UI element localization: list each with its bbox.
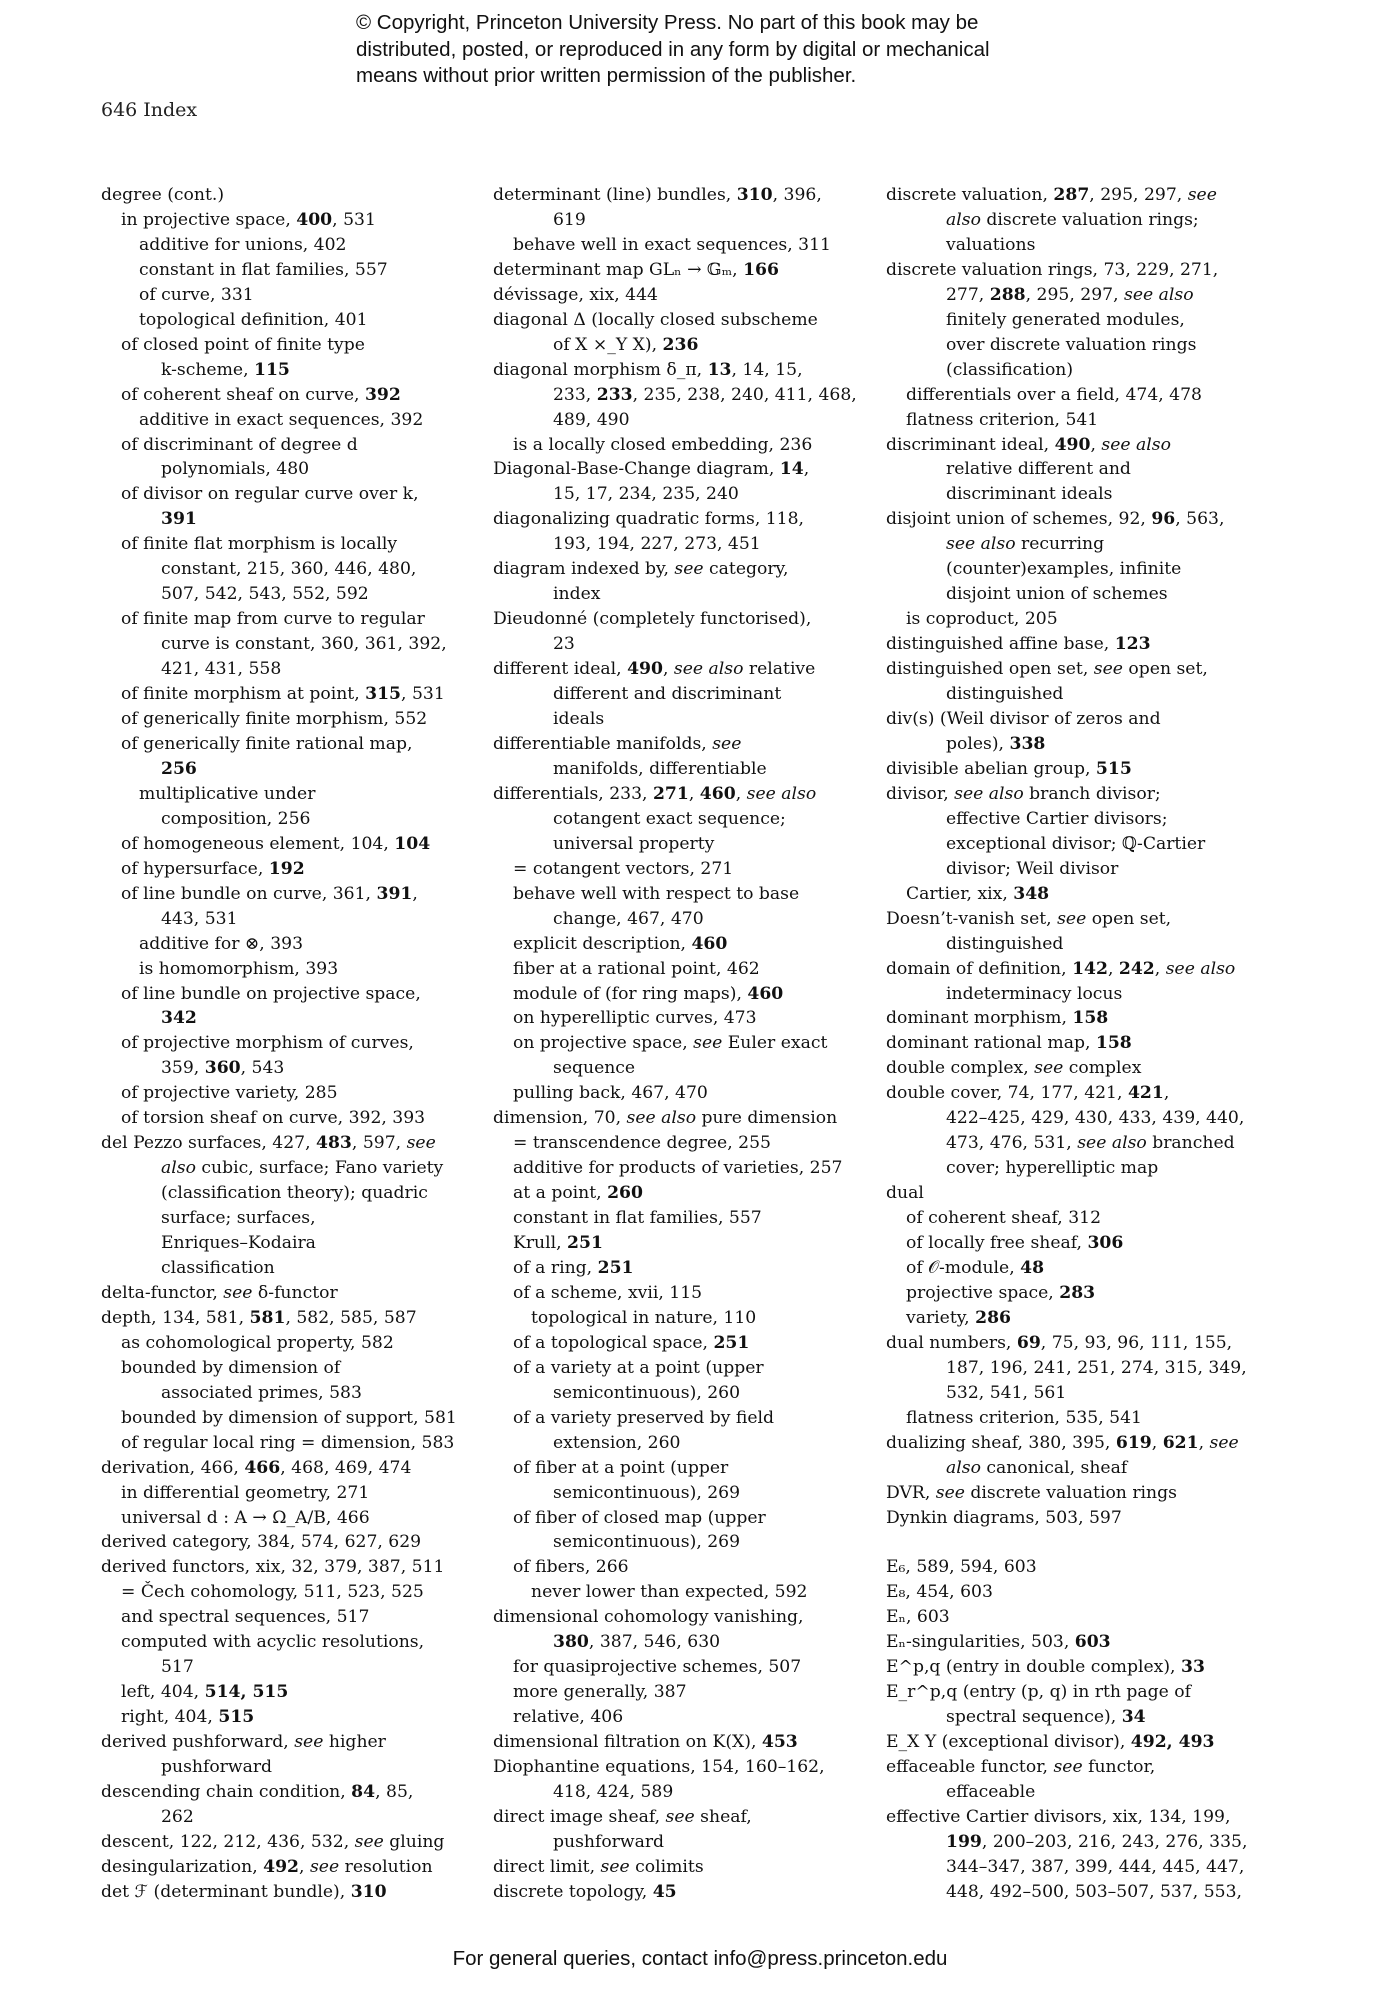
index-subentry: universal d : A → Ω_A/B, 466 [121,1507,370,1528]
index-entry-continuation: extension, 260 [553,1432,681,1453]
index-subentry: bounded by dimension of support, 581 [121,1407,457,1428]
index-entry-continuation: universal property [553,833,715,854]
index-subentry: is a locally closed embedding, 236 [513,434,813,455]
index-entry-continuation: also canonical, sheaf [946,1457,1128,1478]
index-entry: Dieudonné (completely functorised), [493,609,812,630]
index-subentry: of coherent sheaf, 312 [906,1208,1102,1229]
index-entry-continuation: distinguished [946,933,1064,954]
index-subentry: at a point, 260 [513,1183,643,1204]
index-subentry: of generically finite morphism, 552 [121,709,428,730]
index-entry-continuation: 15, 17, 234, 235, 240 [553,484,739,505]
index-entry: dual numbers, 69, 75, 93, 96, 111, 155, [886,1332,1233,1353]
index-entry-continuation: semicontinuous), 260 [553,1382,741,1403]
index-entry: del Pezzo surfaces, 427, 483, 597, see [101,1133,436,1154]
index-subentry: and spectral sequences, 517 [121,1607,370,1628]
index-column-1 [101,183,461,1905]
index-subentry: pulling back, 467, 470 [513,1083,708,1104]
index-entry: effaceable functor, see functor, [886,1757,1156,1778]
index-entry: distinguished open set, see open set, [886,659,1208,680]
index-entry: delta-functor, see δ-functor [101,1282,338,1303]
index-entry: E^p,q (entry in double complex), 33 [886,1657,1205,1678]
index-entry: descent, 122, 212, 436, 532, see gluing [101,1831,445,1852]
index-subentry: differentials over a field, 474, 478 [906,384,1202,405]
index-entry: differentiable manifolds, see [493,733,742,754]
index-entry-continuation: (counter)examples, infinite [946,559,1182,580]
index-entry-continuation: cotangent exact sequence; [553,808,786,829]
index-entry: div(s) (Weil divisor of zeros and [886,709,1161,730]
index-subentry: constant in flat families, 557 [139,259,388,280]
index-entry: Eₙ, 603 [886,1607,950,1628]
index-entry-continuation: disjoint union of schemes [946,584,1168,605]
index-subentry: of line bundle on curve, 361, 391, [121,883,418,904]
index-subentry: topological definition, 401 [139,309,368,330]
index-entry-continuation: 473, 476, 531, see also branched [946,1133,1235,1154]
index-subentry: is coproduct, 205 [906,609,1058,630]
index-entry-continuation: see also recurring [946,534,1105,555]
index-subentry: relative, 406 [513,1707,624,1728]
index-subentry: of finite map from curve to regular [121,609,425,630]
index-subentry: of hypersurface, 192 [121,858,305,879]
index-entry-continuation: of X ×_Y X), 236 [553,334,699,355]
copyright-line: © Copyright, Princeton University Press. No part of this book may be [356,11,979,34]
index-entry-continuation: constant, 215, 360, 446, 480, [161,559,417,580]
index-entry-continuation: 23 [553,634,575,655]
index-entry: dévissage, xix, 444 [493,284,658,305]
index-entry-continuation: 489, 490 [553,409,630,430]
index-subentry: bounded by dimension of [121,1357,341,1378]
index-entry: disjoint union of schemes, 92, 96, 563, [886,509,1225,530]
index-subentry: never lower than expected, 592 [531,1582,808,1603]
index-entry-continuation: k-scheme, 115 [161,359,290,380]
copyright-notice [356,10,1176,90]
index-entry: dual [886,1183,924,1204]
index-entry-continuation: 422–425, 429, 430, 433, 439, 440, [946,1108,1245,1129]
index-entry-continuation: 199, 200–203, 216, 243, 276, 335, [946,1831,1248,1852]
index-subentry: variety, 286 [906,1307,1011,1328]
index-subentry: of fibers, 266 [513,1557,629,1578]
index-subentry: behave well in exact sequences, 311 [513,234,831,255]
index-entry: derivation, 466, 466, 468, 469, 474 [101,1457,412,1478]
index-entry: desingularization, 492, see resolution [101,1856,433,1877]
index-entry-continuation: classification [161,1257,275,1278]
page-number: 646 [101,99,138,121]
index-subentry: Cartier, xix, 348 [906,883,1050,904]
index-subentry: = transcendence degree, 255 [513,1133,771,1154]
index-column-2 [493,183,857,1905]
index-entry-continuation: surface; surfaces, [161,1208,316,1229]
index-entry: dualizing sheaf, 380, 395, 619, 621, see [886,1432,1239,1453]
index-entry: Dynkin diagrams, 503, 597 [886,1507,1122,1528]
index-entry-continuation: spectral sequence), 34 [946,1707,1146,1728]
index-entry: Eₙ-singularities, 503, 603 [886,1632,1111,1653]
index-entry-continuation: 448, 492–500, 503–507, 537, 553, [946,1881,1242,1902]
index-subentry: as cohomological property, 582 [121,1332,394,1353]
index-entry: diagonalizing quadratic forms, 118, [493,509,805,530]
index-entry-continuation: also cubic, surface; Fano variety [161,1158,444,1179]
index-entry: discrete topology, 45 [493,1881,677,1902]
footer-contact: For general queries, contact info@press.princeton.edu [452,1947,948,1970]
index-subentry: module of (for ring maps), 460 [513,983,784,1004]
index-entry: direct image sheaf, see sheaf, [493,1806,752,1827]
index-entry: dimension, 70, see also pure dimension [493,1108,838,1129]
index-entry-continuation: 277, 288, 295, 297, see also [946,284,1194,305]
index-entry-continuation: 391 [161,509,197,530]
index-subentry: constant in flat families, 557 [513,1208,762,1229]
index-subentry: is homomorphism, 393 [139,958,339,979]
index-entry: dimensional filtration on K(X), 453 [493,1732,798,1753]
index-entry: E₆, 589, 594, 603 [886,1557,1037,1578]
index-subentry: more generally, 387 [513,1682,687,1703]
index-entry-continuation: pushforward [553,1831,665,1852]
index-subentry: computed with acyclic resolutions, [121,1632,425,1653]
index-entry-continuation: 421, 431, 558 [161,659,282,680]
index-subentry: of torsion sheaf on curve, 392, 393 [121,1108,426,1129]
index-entry-continuation: (classification) [946,359,1074,380]
index-entry: derived functors, xix, 32, 379, 387, 511 [101,1557,445,1578]
index-subentry: of 𝒪-module, 48 [906,1257,1045,1278]
index-entry-continuation: 532, 541, 561 [946,1382,1067,1403]
index-subentry: in projective space, 400, 531 [121,209,376,230]
index-entry-continuation: change, 467, 470 [553,908,704,929]
index-entry: depth, 134, 581, 581, 582, 585, 587 [101,1307,417,1328]
index-entry: diagonal morphism δ_π, 13, 14, 15, [493,359,803,380]
index-entry-continuation: ideals [553,709,605,730]
index-subentry: right, 404, 515 [121,1707,255,1728]
index-entry-continuation: 507, 542, 543, 552, 592 [161,584,369,605]
index-entry: discriminant ideal, 490, see also [886,434,1171,455]
index-entry: degree (cont.) [101,185,225,205]
index-entry-continuation: sequence [553,1058,636,1079]
index-entry-continuation: associated primes, 583 [161,1382,362,1403]
index-entry-continuation: semicontinuous), 269 [553,1532,741,1553]
index-subentry: flatness criterion, 535, 541 [906,1407,1142,1428]
index-entry-continuation: curve is constant, 360, 361, 392, [161,634,447,655]
index-entry-continuation: Enriques–Kodaira [161,1233,316,1254]
index-entry: determinant map GLₙ → 𝔾ₘ, 166 [493,259,779,280]
index-entry: different ideal, 490, see also relative [493,659,816,680]
index-subentry: projective space, 283 [906,1282,1096,1303]
index-columns [101,183,1331,1913]
index-entry: det ℱ (determinant bundle), 310 [101,1881,387,1902]
index-entry-continuation: valuations [946,234,1036,255]
index-subentry: left, 404, 514, 515 [121,1682,289,1703]
index-entry: E₈, 454, 603 [886,1582,993,1603]
index-entry-continuation: 359, 360, 543 [161,1058,285,1079]
index-gap [886,1530,1246,1555]
index-entry: distinguished affine base, 123 [886,634,1151,655]
index-subentry: topological in nature, 110 [531,1307,757,1328]
index-subentry: of coherent sheaf on curve, 392 [121,384,401,405]
index-entry-continuation: index [553,584,601,605]
copyright-line: means without prior written permission of the publisher. [356,64,857,87]
index-entry-continuation: also discrete valuation rings; [946,209,1199,230]
index-subentry: of regular local ring = dimension, 583 [121,1432,455,1453]
index-entry-continuation: 418, 424, 589 [553,1782,674,1802]
index-entry-continuation: discriminant ideals [946,484,1113,505]
index-entry: discrete valuation rings, 73, 229, 271, [886,259,1219,280]
index-entry: determinant (line) bundles, 310, 396, [493,185,822,205]
index-entry-continuation: different and discriminant [553,684,782,705]
index-entry-continuation: over discrete valuation rings [946,334,1197,355]
index-subentry: of generically finite rational map, [121,733,413,754]
index-entry-continuation: (classification theory); quadric [161,1183,428,1204]
index-entry: discrete valuation, 287, 295, 297, see [886,185,1217,205]
copyright-line: distributed, posted, or reproduced in any form by digital or mechanical [356,37,990,61]
index-subentry: on hyperelliptic curves, 473 [513,1008,757,1029]
index-subentry: on projective space, see Euler exact [513,1033,828,1054]
index-subentry: of a variety preserved by field [513,1407,775,1428]
index-subentry: = cotangent vectors, 271 [513,858,734,879]
index-subentry: fiber at a rational point, 462 [513,958,760,979]
index-entry: descending chain condition, 84, 85, [101,1782,414,1802]
index-subentry: of finite flat morphism is locally [121,534,398,555]
index-subentry: additive for products of varieties, 257 [513,1158,843,1179]
index-subentry: of closed point of finite type [121,334,365,355]
index-entry: Doesn’t-vanish set, see open set, [886,908,1172,929]
index-entry-continuation: 342 [161,1008,197,1029]
index-entry-continuation: 187, 196, 241, 251, 274, 315, 349, [946,1357,1247,1378]
index-entry-continuation: polynomials, 480 [161,459,310,480]
index-entry-continuation: effective Cartier divisors; [946,808,1168,829]
running-head-title: Index [143,99,198,121]
index-subentry: of homogeneous element, 104, 104 [121,833,431,854]
index-subentry: of a scheme, xvii, 115 [513,1282,703,1303]
index-subentry: of a topological space, 251 [513,1332,750,1353]
index-subentry: = Čech cohomology, 511, 523, 525 [121,1582,424,1603]
running-head [101,99,203,121]
index-entry: dominant morphism, 158 [886,1008,1109,1029]
index-subentry: of fiber at a point (upper [513,1457,729,1478]
index-entry: diagram indexed by, see category, [493,559,789,580]
index-entry-continuation: 344–347, 387, 399, 444, 445, 447, [946,1856,1245,1877]
index-column-3 [886,183,1246,1905]
index-subentry: multiplicative under [139,783,316,804]
index-entry-continuation: 262 [161,1806,194,1827]
index-subentry: of a ring, 251 [513,1257,634,1278]
index-entry-continuation: pushforward [161,1757,273,1778]
index-entry-continuation: cover; hyperelliptic map [946,1158,1159,1179]
index-entry-continuation: exceptional divisor; ℚ-Cartier [946,833,1206,854]
index-subentry: additive in exact sequences, 392 [139,409,424,430]
index-entry: DVR, see discrete valuation rings [886,1482,1177,1503]
index-entry-continuation: relative different and [946,459,1131,480]
index-subentry: of divisor on regular curve over k, [121,484,419,505]
index-entry: dominant rational map, 158 [886,1033,1132,1054]
index-entry: divisible abelian group, 515 [886,758,1132,779]
index-entry: divisor, see also branch divisor; [886,783,1161,804]
index-entry-continuation: finitely generated modules, [946,309,1185,330]
index-subentry: for quasiprojective schemes, 507 [513,1657,802,1678]
index-subentry: of finite morphism at point, 315, 531 [121,684,445,705]
index-entry-continuation: distinguished [946,684,1064,705]
index-entry-continuation: 443, 531 [161,908,238,929]
index-entry: derived category, 384, 574, 627, 629 [101,1532,422,1553]
index-entry-continuation: divisor; Weil divisor [946,858,1119,879]
index-entry-continuation: 517 [161,1657,194,1678]
index-entry-continuation: indeterminacy locus [946,983,1123,1004]
index-entry: double cover, 74, 177, 421, 421, [886,1083,1170,1104]
index-entry-continuation: poles), 338 [946,733,1046,754]
index-subentry: of projective variety, 285 [121,1083,338,1104]
index-subentry: flatness criterion, 541 [906,409,1099,430]
index-entry-continuation: 380, 387, 546, 630 [553,1632,721,1653]
index-subentry: of fiber of closed map (upper [513,1507,766,1528]
index-entry: Diophantine equations, 154, 160–162, [493,1757,825,1778]
index-entry-continuation: 233, 233, 235, 238, 240, 411, 468, [553,384,857,405]
index-entry: diagonal Δ (locally closed subscheme [493,309,818,330]
index-entry: double complex, see complex [886,1058,1142,1079]
index-entry-continuation: 193, 194, 227, 273, 451 [553,534,761,555]
index-entry: Diagonal-Base-Change diagram, 14, [493,459,810,480]
index-subentry: explicit description, 460 [513,933,728,954]
index-entry: direct limit, see colimits [493,1856,704,1877]
index-subentry: additive for ⊗, 393 [139,933,304,954]
index-entry: E_X Y (exceptional divisor), 492, 493 [886,1732,1215,1753]
index-entry: effective Cartier divisors, xix, 134, 199, [886,1806,1231,1827]
index-entry-continuation: semicontinuous), 269 [553,1482,741,1503]
index-entry: derived pushforward, see higher [101,1732,386,1753]
index-subentry: of discriminant of degree d [121,434,358,455]
index-entry-continuation: 619 [553,209,586,230]
index-subentry: in differential geometry, 271 [121,1482,370,1503]
index-subentry: of locally free sheaf, 306 [906,1233,1124,1254]
index-subentry: of a variety at a point (upper [513,1357,764,1378]
index-entry-continuation: effaceable [946,1781,1036,1802]
index-entry-continuation: 256 [161,758,197,779]
index-subentry: behave well with respect to base [513,883,800,904]
index-entry-continuation: composition, 256 [161,808,311,829]
index-subentry: of projective morphism of curves, [121,1033,414,1054]
index-entry-continuation: manifolds, differentiable [553,758,767,779]
index-subentry: of curve, 331 [139,284,254,305]
index-subentry: additive for unions, 402 [139,234,347,255]
index-subentry: of line bundle on projective space, [121,983,421,1004]
index-entry: E_r^p,q (entry (p, q) in rth page of [886,1682,1192,1703]
index-entry: dimensional cohomology vanishing, [493,1607,804,1628]
index-entry: differentials, 233, 271, 460, see also [493,783,817,804]
index-entry: domain of definition, 142, 242, see also [886,958,1236,979]
index-subentry: Krull, 251 [513,1233,603,1254]
